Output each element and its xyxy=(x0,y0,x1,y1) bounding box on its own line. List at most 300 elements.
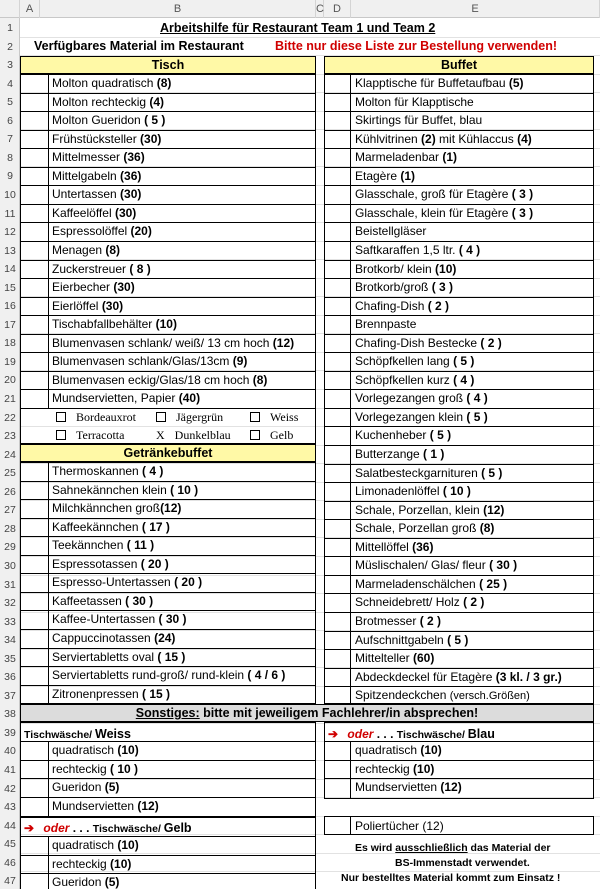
arrow-icon: ➔ xyxy=(328,727,339,741)
item-name: Zuckerstreuer xyxy=(52,261,130,276)
item-name: Molton quadratisch xyxy=(52,76,157,90)
item-qty: (12) xyxy=(483,502,505,517)
item-qty: (12) xyxy=(137,798,159,813)
tisch-item[interactable] xyxy=(52,263,151,275)
buffet-item[interactable] xyxy=(355,615,441,627)
row-number[interactable]: 21 xyxy=(4,393,16,405)
item-qty: ( 5 ) xyxy=(429,428,452,443)
gelb-item[interactable] xyxy=(52,858,131,870)
item-name: Limonadenlöffel xyxy=(355,484,443,499)
weiss-prefix: Tischwäsche/ xyxy=(24,729,96,741)
note-line3[interactable]: Nur bestelltes Material kommt zum Einsatz ! xyxy=(341,872,561,884)
item-qty: ( 5 ) xyxy=(481,465,503,480)
item-name: Kaffee-Untertassen xyxy=(52,612,159,627)
cell-border xyxy=(324,352,594,353)
item-qty: ( 1 ) xyxy=(423,447,445,461)
row-number[interactable]: 25 xyxy=(4,467,16,480)
row-number[interactable]: 44 xyxy=(4,819,16,832)
tisch-item[interactable] xyxy=(52,374,267,386)
buffet-item[interactable] xyxy=(355,541,433,553)
item-qty: (30) xyxy=(101,298,124,313)
cell-border xyxy=(20,836,316,837)
buffet-header[interactable]: Buffet xyxy=(324,56,594,74)
row-number[interactable]: 39 xyxy=(4,726,16,739)
buffet-item[interactable] xyxy=(355,374,474,386)
row-number[interactable]: 17 xyxy=(4,318,16,331)
item-name: Untertassen xyxy=(52,187,121,202)
item-qty: (8) xyxy=(105,242,121,257)
gelb-item[interactable] xyxy=(52,839,139,851)
cell-border xyxy=(20,555,316,556)
row-number[interactable]: 22 xyxy=(4,411,16,424)
buffet-item[interactable] xyxy=(355,207,533,219)
buffet-item[interactable] xyxy=(355,411,488,423)
cell-border xyxy=(324,612,594,613)
blau-name: Blau xyxy=(467,727,495,741)
item-qty: (36) xyxy=(123,150,145,165)
item-qty: ( 3 ) xyxy=(511,187,534,202)
getraenke-item[interactable] xyxy=(52,576,202,588)
item-qty: (40) xyxy=(178,391,201,406)
item-qty: (9) xyxy=(232,354,248,369)
buffet-item[interactable] xyxy=(355,151,457,163)
row-number[interactable]: 30 xyxy=(4,559,16,572)
weiss-name: Weiss xyxy=(95,727,131,741)
row-number[interactable]: 7 xyxy=(7,133,13,146)
cell-border xyxy=(20,93,316,94)
item-name: Serviertabletts rund-groß/ rund-klein xyxy=(52,668,248,683)
tisch-item[interactable] xyxy=(52,77,171,89)
row-number[interactable]: 31 xyxy=(4,578,16,591)
item-name: quadratisch xyxy=(52,743,118,757)
item-name: Müslischalen/ Glas/ fleur xyxy=(355,558,490,573)
tisch-item[interactable] xyxy=(52,133,161,145)
buffet-item[interactable] xyxy=(355,114,482,126)
row-number[interactable]: 18 xyxy=(4,337,16,350)
cell-border xyxy=(324,445,594,446)
grid-line xyxy=(20,37,600,38)
tisch-item[interactable] xyxy=(52,151,145,163)
cell-border xyxy=(324,371,594,372)
item-name: quadratisch xyxy=(355,743,421,757)
item-qty: (12) xyxy=(272,335,295,350)
row-number[interactable]: 2 xyxy=(7,40,13,53)
buffet-item[interactable] xyxy=(355,392,488,404)
sonstiges-text: bitte mit jeweiligem Fachlehrer/in absprechen! xyxy=(199,706,479,720)
tisch-item[interactable] xyxy=(52,114,165,126)
tisch-item[interactable] xyxy=(52,337,294,349)
cell-border xyxy=(324,668,594,669)
cell-divider xyxy=(48,836,49,889)
blau-dots: . . . xyxy=(373,727,397,741)
checkbox-empty[interactable] xyxy=(56,412,66,422)
row-number[interactable]: 12 xyxy=(4,226,16,239)
color-option[interactable] xyxy=(156,429,231,441)
buffet-item[interactable] xyxy=(355,263,456,275)
item-name: rechteckig xyxy=(355,761,414,776)
buffet-item[interactable] xyxy=(355,485,471,497)
tisch-item[interactable] xyxy=(52,392,200,404)
weiss-item[interactable] xyxy=(52,781,119,793)
buffet-item[interactable] xyxy=(355,133,532,145)
row-number[interactable]: 35 xyxy=(4,652,16,665)
item-qty: ( 30 ) xyxy=(158,612,187,627)
note-line1[interactable] xyxy=(355,842,551,854)
item-qty: ( 15 ) xyxy=(157,649,186,664)
item-name: Aufschnittgabeln xyxy=(355,632,448,647)
item-qty: (12) xyxy=(440,780,462,795)
poliertuecher-text: Poliertücher xyxy=(355,819,423,833)
weiss-item[interactable] xyxy=(52,763,138,775)
cell-border xyxy=(324,575,594,576)
item-name: Espressotassen xyxy=(52,556,141,571)
item-name: Schneidebrett/ Holz xyxy=(355,595,464,610)
row-number[interactable]: 23 xyxy=(4,430,16,443)
cell-border xyxy=(20,185,316,186)
color-option[interactable] xyxy=(56,429,124,441)
cell-border xyxy=(20,685,316,686)
column-header-e[interactable]: E xyxy=(351,0,600,18)
blau-item[interactable] xyxy=(355,744,442,756)
item-name: Mundservietten, Papier xyxy=(52,391,179,406)
row-number[interactable]: 43 xyxy=(4,801,16,814)
cell-border xyxy=(20,334,316,335)
row-number[interactable]: 10 xyxy=(4,188,16,201)
checkbox-checked[interactable]: X xyxy=(156,428,165,443)
cell-border xyxy=(324,778,594,779)
column-header-d[interactable]: D xyxy=(324,0,351,18)
cell-border xyxy=(324,260,594,261)
buffet-item[interactable] xyxy=(355,429,451,441)
blau-item[interactable] xyxy=(355,763,434,775)
item-name: Mittelgabeln xyxy=(52,168,121,183)
cell-border xyxy=(20,573,316,574)
item-name: Marmeladenbar xyxy=(355,150,443,165)
cell-border xyxy=(324,130,594,131)
buffet-item[interactable] xyxy=(355,77,524,89)
row-number[interactable]: 37 xyxy=(4,689,16,702)
item-name: Mittellöffel xyxy=(355,539,413,554)
item-name: Serviertabletts oval xyxy=(52,649,158,664)
checkbox-empty[interactable] xyxy=(56,430,66,440)
item-name: quadratisch xyxy=(52,838,118,852)
item-qty: (1) xyxy=(400,168,416,183)
item-qty: ( 5 ) xyxy=(144,113,166,128)
getraenke-item[interactable] xyxy=(52,595,153,607)
column-header-b[interactable]: B xyxy=(40,0,316,18)
item-name: Molton für Klapptische xyxy=(355,94,474,109)
tisch-item[interactable] xyxy=(52,96,164,108)
getraenke-item[interactable] xyxy=(52,484,198,496)
buffet-item[interactable] xyxy=(355,318,416,330)
tisch-item[interactable] xyxy=(52,281,135,293)
buffet-item[interactable] xyxy=(355,96,474,108)
buffet-item[interactable] xyxy=(355,300,449,312)
item-qty: ( 30 ) xyxy=(489,558,518,573)
item-name: Sahnekännchen klein xyxy=(52,482,171,497)
buffet-item[interactable] xyxy=(355,225,426,237)
item-name: Glasschale, groß für Etagère xyxy=(355,187,512,202)
cell-border xyxy=(20,855,316,856)
gelb-header[interactable] xyxy=(24,822,192,835)
item-name: Eierlöffel xyxy=(52,298,102,313)
item-qty: (10) xyxy=(155,317,177,332)
tisch-item[interactable] xyxy=(52,300,123,312)
cell-border xyxy=(20,111,316,112)
item-name: Cappuccinotassen xyxy=(52,630,155,645)
buffet-item[interactable] xyxy=(355,504,504,516)
item-qty2: (4) xyxy=(517,131,532,146)
row-number[interactable]: 29 xyxy=(4,541,16,554)
poliertuecher-qty: (12) xyxy=(422,819,444,833)
poliertuecher-row[interactable] xyxy=(355,820,444,832)
item-name: Tischabfallbehälter xyxy=(52,317,156,332)
color-option[interactable] xyxy=(250,429,293,441)
row-number[interactable]: 3 xyxy=(7,59,13,72)
color-label: Dunkelblau xyxy=(174,428,231,443)
weiss-item[interactable] xyxy=(52,800,159,812)
cell-border xyxy=(20,481,316,482)
getraenke-header[interactable]: Getränkebuffet xyxy=(20,444,316,462)
tisch-item[interactable] xyxy=(52,355,247,367)
blau-header[interactable] xyxy=(328,728,495,741)
item-name: Spitzendeckchen xyxy=(355,688,450,703)
getraenke-item[interactable] xyxy=(52,539,154,551)
tisch-item[interactable] xyxy=(52,188,141,200)
item-qty: ( 15 ) xyxy=(142,686,171,701)
row-number[interactable]: 32 xyxy=(4,597,16,610)
sonstiges-banner[interactable] xyxy=(20,704,594,722)
cell-border xyxy=(20,389,316,390)
item-name: Vorlegezangen groß xyxy=(355,391,467,406)
cell-border xyxy=(324,482,594,483)
blau-item[interactable] xyxy=(355,781,462,793)
buffet-item[interactable] xyxy=(355,522,494,534)
item-qty: ( 3 ) xyxy=(431,280,454,295)
item-qty: ( 10 ) xyxy=(170,482,199,497)
cell-border xyxy=(20,408,316,409)
weiss-item[interactable] xyxy=(52,744,139,756)
getraenke-item[interactable] xyxy=(52,632,175,644)
cell-border xyxy=(20,536,316,537)
item-qty: (4) xyxy=(149,94,165,109)
checkbox-empty[interactable] xyxy=(156,412,166,422)
item-qty: (30) xyxy=(114,205,137,220)
item-qty: ( 30 ) xyxy=(125,593,154,608)
item-qty: ( 4 ) xyxy=(458,242,481,257)
tisch-item[interactable] xyxy=(52,170,141,182)
cell-border xyxy=(324,167,594,168)
cell-border xyxy=(324,631,594,632)
color-option[interactable] xyxy=(56,411,136,423)
buffet-item[interactable] xyxy=(355,281,453,293)
getraenke-item[interactable] xyxy=(52,688,170,700)
column-header-c[interactable]: C xyxy=(316,0,324,18)
getraenke-item[interactable] xyxy=(52,558,169,570)
color-option[interactable] xyxy=(250,411,298,423)
row-number[interactable]: 9 xyxy=(7,170,13,183)
item-name: Brotmesser xyxy=(355,613,420,628)
item-name: Schale, Porzellan groß xyxy=(355,521,480,536)
item-name: Chafing-Dish xyxy=(355,298,428,313)
cell-border xyxy=(324,111,594,112)
cell-divider xyxy=(48,462,49,704)
cell-border xyxy=(20,222,316,223)
item-qty: (8) xyxy=(252,372,268,387)
item-name: Klapptische für Buffetaufbau xyxy=(355,76,509,90)
row-number[interactable]: 46 xyxy=(4,856,16,869)
tisch-item[interactable] xyxy=(52,318,177,330)
row-number[interactable]: 34 xyxy=(4,634,16,647)
tisch-header[interactable]: Tisch xyxy=(20,56,316,74)
row-number[interactable]: 15 xyxy=(4,281,16,294)
cell-border xyxy=(324,315,594,316)
cell-border xyxy=(20,592,316,593)
sonstiges-label: Sonstiges: xyxy=(135,706,200,720)
item-name: Mundservietten xyxy=(52,798,138,813)
row-number[interactable]: 26 xyxy=(4,485,16,498)
gelb-prefix: Tischwäsche/ xyxy=(92,823,164,835)
getraenke-item[interactable] xyxy=(52,613,187,625)
gelb-item[interactable] xyxy=(52,876,119,888)
row-number[interactable]: 14 xyxy=(4,263,16,276)
cell-border xyxy=(324,278,594,279)
buffet-item[interactable] xyxy=(355,244,480,256)
item-qty: ( 5 ) xyxy=(453,354,475,369)
item-qty: (10) xyxy=(117,743,139,757)
blau-prefix: Tischwäsche/ xyxy=(396,729,468,741)
item-name: Gueridon xyxy=(52,875,105,889)
row-number[interactable]: 13 xyxy=(4,244,16,257)
item-name: Schöpfkellen kurz xyxy=(355,372,454,387)
item-name: rechteckig xyxy=(52,761,111,776)
item-name: Espresso-Untertassen xyxy=(52,575,175,590)
buffet-item[interactable] xyxy=(355,355,474,367)
item-name: Espressolöffel xyxy=(52,224,131,239)
tisch-item[interactable] xyxy=(52,207,136,219)
arrow-icon: ➔ xyxy=(24,821,35,835)
row-number[interactable]: 4 xyxy=(7,77,13,90)
buffet-item[interactable] xyxy=(355,559,517,571)
item-name: Salatbesteckgarnituren xyxy=(355,465,482,480)
row-number[interactable]: 20 xyxy=(4,374,16,387)
page-title[interactable]: Arbeitshilfe für Restaurant Team 1 und Team 2 xyxy=(160,21,436,35)
row-number[interactable]: 5 xyxy=(7,96,13,109)
cell-border xyxy=(324,538,594,539)
item-qty: (8) xyxy=(479,521,495,536)
item-name: Blumenvasen schlank/ weiß/ 13 cm hoch xyxy=(52,335,273,350)
row-number[interactable]: 28 xyxy=(4,522,16,535)
buffet-item[interactable] xyxy=(355,448,444,460)
cell-divider xyxy=(350,816,351,835)
item-name: Kühlvitrinen xyxy=(355,131,422,146)
buffet-item[interactable] xyxy=(355,634,468,646)
cell-border xyxy=(20,352,316,353)
item-qty: ( 3 ) xyxy=(511,205,534,220)
item-qty: (20) xyxy=(130,224,152,239)
note-line2[interactable]: BS-Immenstadt verwendet. xyxy=(395,857,530,869)
row-number[interactable]: 16 xyxy=(4,300,16,313)
item-name: Molton rechteckig xyxy=(52,94,150,109)
cell-border xyxy=(20,648,316,649)
color-label: Jägergrün xyxy=(176,409,224,424)
item-name: Kuchenheber xyxy=(355,428,430,443)
row-number[interactable]: 1 xyxy=(7,22,13,34)
buffet-item[interactable] xyxy=(355,689,530,702)
item-qty: (10) xyxy=(110,856,132,871)
getraenke-item[interactable] xyxy=(52,521,170,533)
buffet-item[interactable] xyxy=(355,596,484,608)
item-qty: (10) xyxy=(420,743,442,757)
row-number[interactable]: 19 xyxy=(4,355,16,368)
row-number[interactable]: 27 xyxy=(4,504,16,517)
buffet-item[interactable] xyxy=(355,578,507,590)
buffet-item[interactable] xyxy=(355,652,434,664)
cell-border xyxy=(20,260,316,261)
buffet-item[interactable] xyxy=(355,170,415,182)
checkbox-empty[interactable] xyxy=(250,430,260,440)
cell-border xyxy=(324,148,594,149)
row-number[interactable]: 42 xyxy=(4,782,16,795)
item-name: Menagen xyxy=(52,242,106,257)
cell-border xyxy=(324,241,594,242)
row-number[interactable]: 11 xyxy=(4,207,16,220)
row-number[interactable]: 36 xyxy=(4,671,16,684)
item-name: Eierbecher xyxy=(52,280,114,295)
row-number[interactable]: 45 xyxy=(4,838,16,851)
cell-border xyxy=(324,556,594,557)
subtitle-left[interactable]: Verfügbares Material im Restaurant xyxy=(34,39,244,53)
select-all-corner[interactable] xyxy=(0,0,20,18)
item-name: Mundservietten xyxy=(355,780,441,795)
row-number[interactable]: 38 xyxy=(4,708,16,721)
row-number[interactable]: 40 xyxy=(4,745,16,758)
item-name: Gueridon xyxy=(52,780,105,795)
weiss-header[interactable] xyxy=(24,728,131,741)
item-qty: (60) xyxy=(413,651,435,666)
item-name: Skirtings für Buffet, blau xyxy=(355,113,483,128)
getraenke-item[interactable] xyxy=(52,502,181,514)
tisch-item[interactable] xyxy=(52,225,152,237)
color-option[interactable] xyxy=(156,411,223,423)
getraenke-item[interactable] xyxy=(52,669,285,681)
row-number[interactable]: 24 xyxy=(4,448,16,461)
cell-border xyxy=(20,873,316,874)
getraenke-item[interactable] xyxy=(52,465,163,477)
cell-border xyxy=(20,315,316,316)
item-qty: ( 10 ) xyxy=(110,761,139,776)
item-qty: ( 2 ) xyxy=(480,335,502,350)
item-qty: ( 4 ) xyxy=(142,464,164,478)
tisch-item[interactable] xyxy=(52,244,120,256)
subtitle-right[interactable]: Bitte nur diese Liste zur Bestellung verwenden! xyxy=(275,39,558,53)
row-number[interactable]: 8 xyxy=(7,151,13,164)
buffet-item[interactable] xyxy=(355,467,502,479)
row-number[interactable]: 33 xyxy=(4,615,16,628)
checkbox-empty[interactable] xyxy=(250,412,260,422)
buffet-item[interactable] xyxy=(355,188,533,200)
row-number[interactable]: 47 xyxy=(4,875,16,888)
row-number[interactable]: 41 xyxy=(4,764,16,776)
cell-border xyxy=(324,297,594,298)
column-header-a[interactable]: A xyxy=(20,0,40,18)
buffet-item[interactable] xyxy=(355,337,502,349)
getraenke-item[interactable] xyxy=(52,651,185,663)
note-line1-pre: Es wird xyxy=(355,842,396,854)
gelb-oder: oder xyxy=(43,821,70,835)
row-number[interactable]: 6 xyxy=(7,114,13,127)
buffet-item[interactable] xyxy=(355,671,562,683)
